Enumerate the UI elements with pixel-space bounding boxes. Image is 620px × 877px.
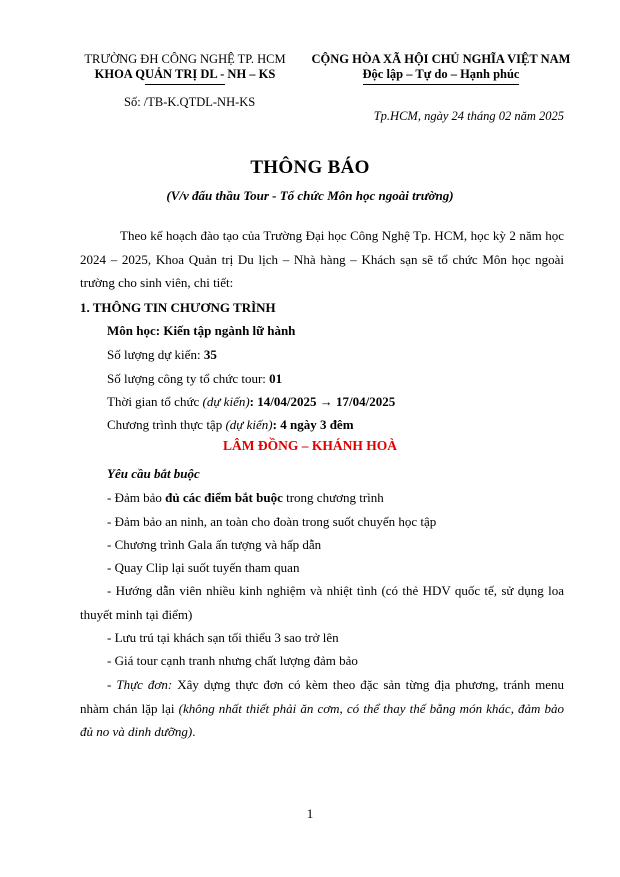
requirement-6: - Lưu trú tại khách sạn tối thiểu 3 sao trở lên [107,630,339,645]
requirement-5: - Hướng dẫn viên nhiều kinh nghiệm và nhiệt tình (có thẻ HDV quốc tế, sử dụng loa thuyết minh tại điểm) [80,583,564,622]
menu-end: . [192,724,196,739]
program-value: 4 ngày 3 đêm [280,417,354,432]
requirement-7: - Giá tour cạnh tranh nhưng chất lượng đảm bảo [107,653,358,668]
time-colon: : [249,394,258,409]
menu-label: - Thực đơn: [107,677,173,692]
national-header [300,52,582,82]
companies-line [107,367,282,391]
requirement-3: - Chương trình Gala ấn tượng và hấp dẫn [107,537,322,552]
region-heading: LÂM ĐỒNG – KHÁNH HOÀ [223,438,397,453]
section-1-heading: 1. THÔNG TIN CHƯƠNG TRÌNH [80,300,276,315]
menu-text: Xây dựng thực đơn có kèm theo đặc sản từng địa phương, tránh menu nhàm chán lặp lại [80,677,564,716]
faculty-name: KHOA QUẢN TRỊ DL - NH – KS [94,67,276,81]
program-line [107,413,354,437]
page-subtitle: (V/v đấu thầu Tour - Tổ chức Môn học ngoài trường) [166,188,454,203]
subject-line: Môn học: Kiến tập ngành lữ hành [107,323,296,338]
requirement-1 [107,486,384,510]
time-end: 17/04/2025 [336,394,396,409]
document-date: Tp.HCM, ngày 24 tháng 02 năm 2025 [373,109,564,123]
intro-paragraph: Theo kế hoạch đào tạo của Trường Đại học Công Nghệ Tp. HCM, học kỳ 2 năm học 2024 – 2025, Khoa Quản trị Du lịch – Nhà hàng – Khách sạn sẽ tổ chức Môn học ngoài trường cho sinh viên, chi tiết: [80,228,564,290]
students-label: Số lượng dự kiến: [107,347,204,362]
time-note: (dự kiến) [202,394,250,409]
requirement-2: - Đảm bảo an ninh, an toàn cho đoàn trong suốt chuyến học tập [107,514,437,529]
country-motto: CỘNG HÒA XÃ HỘI CHỦ NGHĨA VIỆT NAM [311,52,571,66]
req1-emphasis: đủ các điểm bắt buộc [165,490,283,505]
menu-note: (không nhất thiết phải ăn cơm, có thể thay thế bằng món khác, đảm bảo đủ no và dinh dưỡng) [80,700,564,739]
country-slogan: Độc lập – Tự do – Hạnh phúc [362,67,520,81]
requirement-4: - Quay Clip lại suốt tuyến tham quan [107,560,300,575]
req1-prefix: - Đảm bảo [107,490,166,505]
page-title: THÔNG BÁO [250,157,370,178]
program-note: (dự kiến) [225,417,273,432]
companies-label: Số lượng công ty tổ chức tour: [107,371,270,386]
students-value: 35 [203,347,217,362]
arrow-right-icon: → [319,394,333,409]
companies-value: 01 [269,371,283,386]
issuer-header [80,52,290,82]
program-colon: : [272,417,281,432]
program-label: Chương trình thực tập [107,417,226,432]
time-label: Thời gian tổ chức [107,394,203,409]
req1-suffix: trong chương trình [282,490,384,505]
menu-requirement [80,673,564,744]
students-line [107,343,217,367]
time-line [107,390,395,414]
document-number: Số: /TB-K.QTDL-NH-KS [124,95,256,109]
time-start: 14/04/2025 [257,394,317,409]
page-number: 1 [306,806,314,821]
requirements-heading: Yêu cầu bắt buộc [107,466,200,481]
university-name: TRƯỜNG ĐH CÔNG NGHỆ TP. HCM [84,52,286,66]
